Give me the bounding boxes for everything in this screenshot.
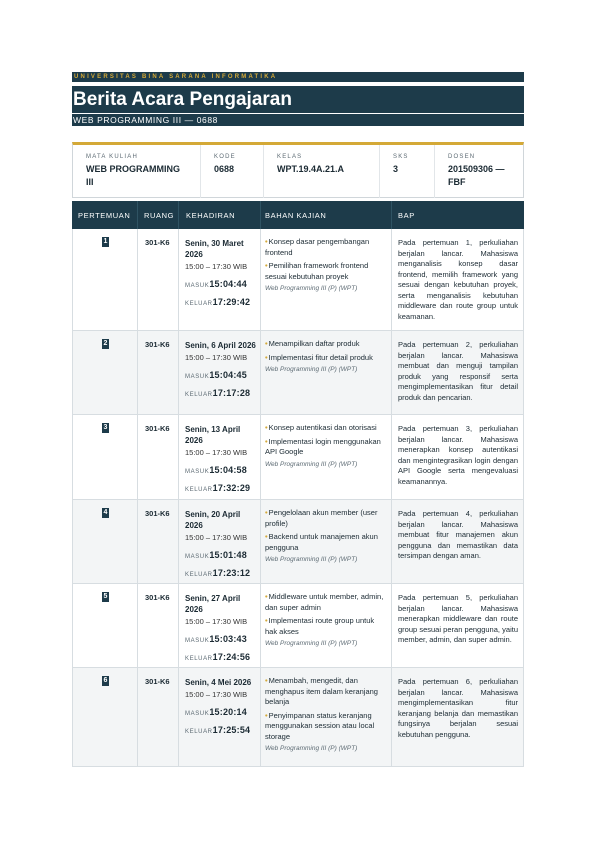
topic-text: Penyimpanan status keranjang menggunakan session atau local storage	[265, 710, 375, 741]
bullet-icon: •	[265, 508, 268, 517]
topic-item	[265, 237, 387, 258]
course-footer: Web Programming III (P) (WPT)	[265, 640, 358, 647]
bullet-icon: •	[265, 616, 268, 625]
meeting-time: 15:00 – 17:30 WIB	[185, 262, 248, 271]
attendance-cell	[185, 424, 259, 495]
room-code: 301-K6	[145, 340, 170, 349]
bap-text: Pada pertemuan 5, perkuliahan berjalan lancar. Mahasiswa menerapkan middleware dan route group sesuai peran pengguna, yaitu member, admin, dan super admin.	[398, 593, 518, 644]
meeting-date: Senin, 20 April 2026	[185, 510, 241, 530]
bap-text: Pada pertemuan 2, perkuliahan berjalan lancar. Mahasiswa membuat dan menguji tampilan produk yang responsif serta mengimplementasikan fitur detail produk dan pencarian.	[398, 340, 518, 402]
course-info-panel	[72, 142, 524, 198]
topic-text: Menampilkan daftar produk	[268, 339, 360, 348]
topic-item	[265, 592, 387, 613]
code-value: 0688	[214, 164, 235, 174]
topic-item	[265, 353, 387, 364]
topic-item	[265, 339, 387, 350]
check-out-time: 17:25:54	[212, 725, 251, 735]
topic-text: Backend untuk manajemen akun pengguna	[265, 532, 378, 552]
check-out-label: KELUAR	[185, 487, 213, 493]
bullet-icon: •	[265, 532, 268, 541]
meeting-time: 15:00 – 17:30 WIB	[185, 353, 248, 362]
topic-text: Implementasi login menggunakan API Google	[265, 436, 381, 456]
code-cell	[200, 145, 263, 198]
room-code: 301-K6	[145, 509, 170, 518]
room-code: 301-K6	[145, 238, 170, 247]
bap-text: Pada pertemuan 1, perkuliahan berjalan lancar. Mahasiswa menganalisis konsep dasar frontend, memilih framework yang sesuai dengan kebutuhan proyek, serta menganalisis kebutuhan middleware dan route group untuk keamanan.	[398, 238, 518, 321]
meeting-time: 15:00 – 17:30 WIB	[185, 617, 248, 626]
table-row	[72, 500, 524, 584]
check-in-label: MASUK	[185, 711, 210, 717]
check-in-time: 15:01:48	[209, 550, 247, 560]
meeting-number: 4	[103, 509, 108, 516]
check-out-label: KELUAR	[185, 392, 213, 398]
meeting-number: 2	[103, 340, 108, 347]
check-in-time: 15:03:43	[209, 634, 247, 644]
meeting-time: 15:00 – 17:30 WIB	[185, 533, 248, 542]
material-cell	[265, 237, 387, 292]
course-label: MATA KULIAH	[86, 154, 138, 160]
bap-text: Pada pertemuan 6, perkuliahan berjalan lancar. Mahasiswa mengimplementasikan fitur keranjang belanja dan memastikan fungsinya berjalan sesuai kebutuhan pengguna.	[398, 677, 518, 739]
check-out-time: 17:24:56	[212, 652, 251, 662]
attendance-cell	[185, 509, 259, 580]
meeting-time: 15:00 – 17:30 WIB	[185, 690, 248, 699]
bullet-icon: •	[265, 261, 268, 270]
check-in-label: MASUK	[185, 283, 210, 289]
topic-item	[265, 711, 387, 743]
document-subtitle: WEB PROGRAMMING III — 0688	[72, 114, 524, 126]
course-value: WEB PROGRAMMING III	[86, 164, 180, 187]
room-code: 301-K6	[145, 677, 170, 686]
topic-text: Pengelolaan akun member (user profile)	[265, 508, 378, 528]
check-in-time: 15:04:45	[209, 370, 247, 380]
bullet-icon: •	[265, 237, 268, 246]
credits-label: SKS	[393, 154, 409, 160]
lecturer-label: DOSEN	[448, 154, 476, 160]
document-title: Berita Acara Pengajaran	[72, 86, 524, 113]
class-cell	[263, 145, 379, 198]
col-header-bap: BAP	[398, 211, 415, 220]
topic-item	[265, 437, 387, 458]
check-out-time: 17:29:42	[212, 297, 251, 307]
table-header	[72, 201, 524, 229]
lecturer-value: 201509306 — FBF	[448, 164, 505, 187]
topic-text: Middleware untuk member, admin, dan super admin	[265, 592, 384, 612]
course-footer: Web Programming III (P) (WPT)	[265, 366, 358, 373]
room-code: 301-K6	[145, 593, 170, 602]
class-value: WPT.19.4A.21.A	[277, 164, 345, 174]
table-row	[72, 584, 524, 668]
topic-item	[265, 508, 387, 529]
meeting-number: 6	[103, 677, 108, 684]
material-cell	[265, 423, 387, 468]
course-footer: Web Programming III (P) (WPT)	[265, 460, 358, 468]
bullet-icon: •	[265, 710, 268, 720]
topic-text: Konsep autentikasi dan otorisasi	[268, 423, 377, 432]
meeting-date: Senin, 13 April 2026	[185, 425, 241, 445]
check-in-label: MASUK	[185, 554, 210, 560]
topic-item	[265, 261, 387, 282]
table-row	[72, 229, 524, 331]
credits-cell	[379, 145, 434, 198]
check-out-label: KELUAR	[185, 656, 213, 662]
meeting-number: 1	[103, 238, 108, 245]
course-footer: Web Programming III (P) (WPT)	[265, 745, 358, 752]
attendance-cell	[185, 593, 259, 664]
material-cell	[265, 508, 387, 563]
bap-text: Pada pertemuan 4, perkuliahan berjalan lancar. Mahasiswa membuat fitur manajemen akun pengguna dan memastikan data tersimpan dengan aman.	[398, 509, 518, 560]
course-footer: Web Programming III (P) (WPT)	[265, 285, 358, 292]
check-in-time: 15:04:58	[209, 465, 247, 475]
table-row	[72, 415, 524, 500]
topic-text: Konsep dasar pengembangan frontend	[265, 237, 370, 257]
check-out-label: KELUAR	[185, 572, 213, 578]
topic-text: Implementasi fitur detail produk	[268, 352, 373, 362]
university-name: UNIVERSITAS BINA SARANA INFORMATIKA	[72, 72, 524, 82]
table-row	[72, 331, 524, 415]
meeting-time: 15:00 – 17:30 WIB	[185, 448, 248, 457]
class-label: KELAS	[277, 154, 303, 160]
material-cell	[265, 339, 387, 373]
topic-item	[265, 616, 387, 637]
check-out-time: 17:17:28	[212, 388, 251, 398]
col-header-attendance: KEHADIRAN	[186, 211, 236, 220]
meeting-number: 5	[103, 593, 108, 600]
code-label: KODE	[214, 154, 236, 160]
topic-item	[265, 676, 387, 708]
check-in-time: 15:04:44	[209, 279, 247, 289]
bullet-icon: •	[265, 436, 268, 446]
bullet-icon: •	[265, 352, 268, 362]
meeting-date: Senin, 4 Mei 2026	[185, 678, 252, 687]
meeting-date: Senin, 30 Maret 2026	[185, 239, 244, 259]
material-cell	[265, 676, 387, 752]
attendance-cell	[185, 340, 259, 400]
col-header-meeting: PERTEMUAN	[78, 211, 131, 220]
check-in-label: MASUK	[185, 638, 210, 644]
attendance-cell	[185, 238, 259, 309]
course-footer: Web Programming III (P) (WPT)	[265, 556, 358, 563]
topic-text: Pemilihan framework frontend sesuai kebutuhan proyek	[265, 261, 369, 281]
check-out-label: KELUAR	[185, 729, 213, 735]
bullet-icon: •	[265, 676, 268, 685]
credits-value: 3	[393, 164, 399, 174]
meeting-date: Senin, 27 April 2026	[185, 594, 241, 614]
check-out-time: 17:32:29	[212, 483, 251, 493]
table-row	[72, 668, 524, 767]
topic-item	[265, 532, 387, 553]
col-header-room: RUANG	[144, 211, 175, 220]
bap-text: Pada pertemuan 3, perkuliahan berjalan lancar. Mahasiswa menerapkan konsep autentikasi dan mengintegrasikan login dengan API Google serta mengevaluasi keamanannya.	[398, 424, 518, 486]
room-code: 301-K6	[145, 424, 170, 433]
check-in-label: MASUK	[185, 469, 210, 475]
bullet-icon: •	[265, 423, 268, 432]
material-cell	[265, 592, 387, 647]
check-in-time: 15:20:14	[209, 707, 247, 717]
course-cell	[73, 145, 200, 198]
meeting-date: Senin, 6 April 2026	[185, 341, 256, 350]
check-in-label: MASUK	[185, 374, 210, 380]
attendance-cell	[185, 677, 259, 737]
check-out-time: 17:23:12	[212, 568, 251, 578]
topic-item	[265, 423, 387, 434]
bullet-icon: •	[265, 592, 268, 601]
check-out-label: KELUAR	[185, 301, 213, 307]
bullet-icon: •	[265, 339, 268, 348]
topic-text: Implementasi route group untuk hak akses	[265, 616, 375, 636]
meeting-number: 3	[103, 424, 108, 431]
col-header-material: BAHAN KAJIAN	[265, 211, 327, 220]
topic-text: Menambah, mengedit, dan menghapus item dalam keranjang belanja	[265, 676, 378, 706]
lecturer-cell	[434, 145, 523, 198]
